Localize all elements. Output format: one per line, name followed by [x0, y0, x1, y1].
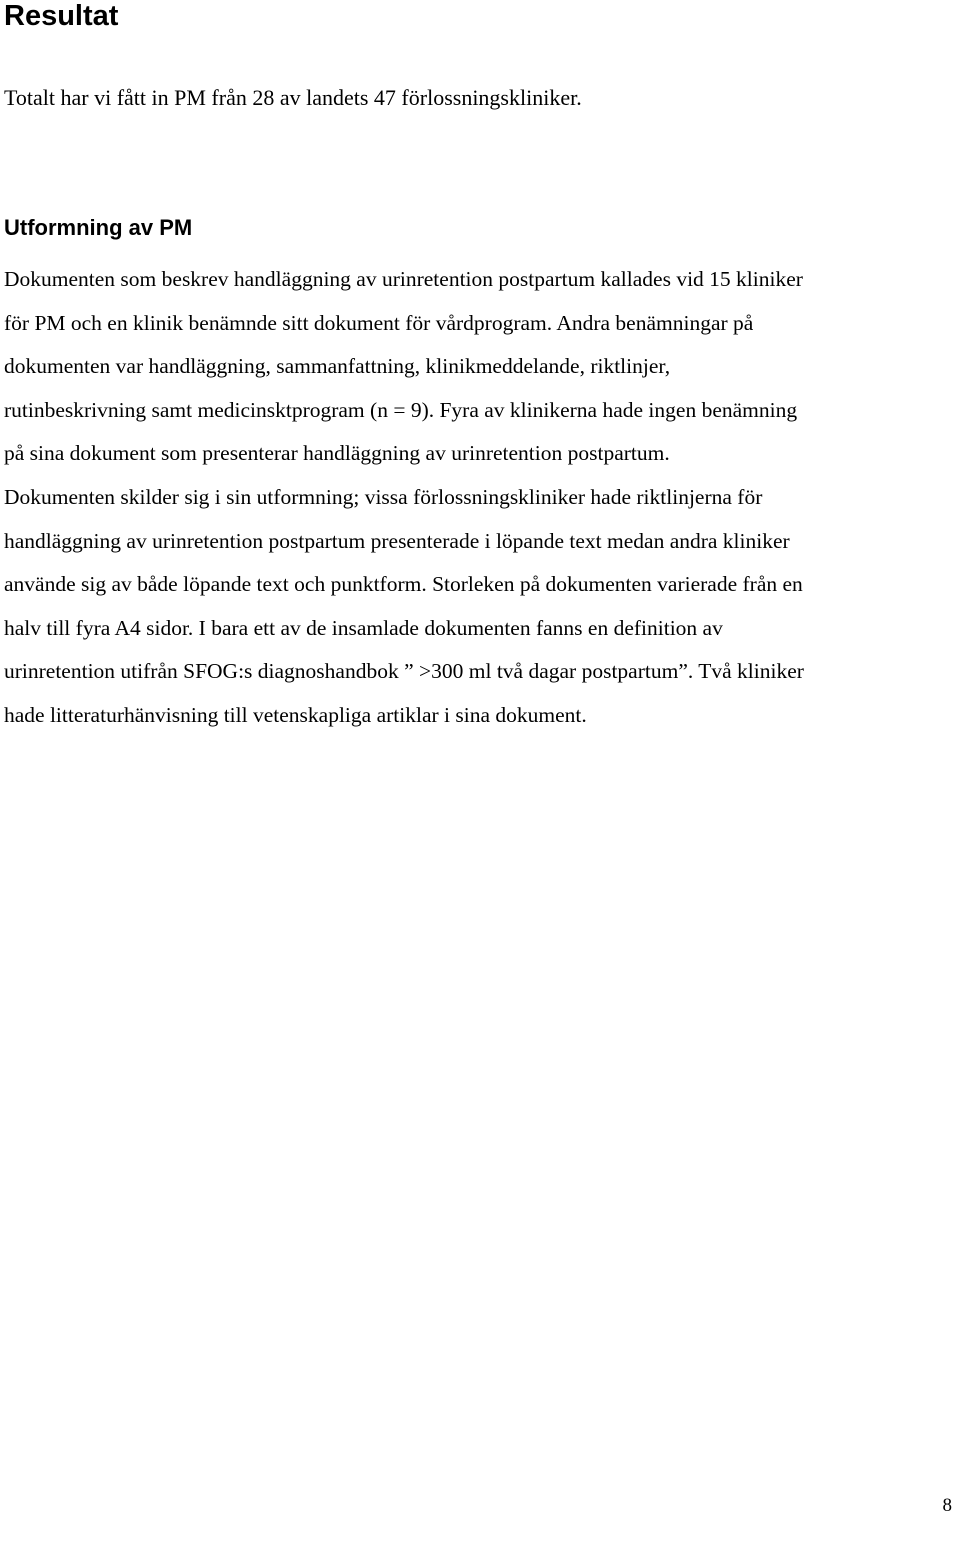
body-line: använde sig av både löpande text och punktform. Storleken på dokumenten varierade från en: [4, 572, 803, 597]
section-heading: Utformning av PM: [4, 215, 193, 240]
body-line: Dokumenten skilder sig i sin utformning; vissa förlossningskliniker hade riktlinjerna för: [4, 484, 763, 509]
body-line: halv till fyra A4 sidor. I bara ett av de insamlade dokumenten fanns en definition av: [4, 615, 723, 640]
body-line: Dokumenten som beskrev handläggning av urinretention postpartum kallades vid 15 kliniker: [4, 267, 803, 291]
body-line: urinretention utifrån SFOG:s diagnoshandbok ” >300 ml två dagar postpartum”. Två kliniker: [4, 659, 804, 684]
body-line: hade litteraturhänvisning till vetenskapliga artiklar i sina dokument.: [4, 702, 587, 727]
body-line: dokumenten var handläggning, sammanfattning, klinikmeddelande, riktlinjer,: [4, 354, 671, 379]
body-line: rutinbeskrivning samt medicinsktprogram (n = 9). Fyra av klinikerna hade ingen benämning: [4, 397, 798, 422]
page-title: Resultat: [4, 0, 119, 32]
body-line: handläggning av urinretention postpartum presenterade i löpande text medan andra kliniker: [4, 528, 790, 553]
intro-paragraph: Totalt har vi fått in PM från 28 av landets 47 förlossningskliniker.: [4, 85, 582, 110]
section-body: [4, 258, 956, 738]
page-number: 8: [942, 1495, 952, 1516]
body-line: på sina dokument som presenterar handläggning av urinretention postpartum.: [4, 441, 670, 466]
body-line: för PM och en klinik benämnde sitt dokument för vårdprogram. Andra benämningar på: [4, 310, 754, 335]
